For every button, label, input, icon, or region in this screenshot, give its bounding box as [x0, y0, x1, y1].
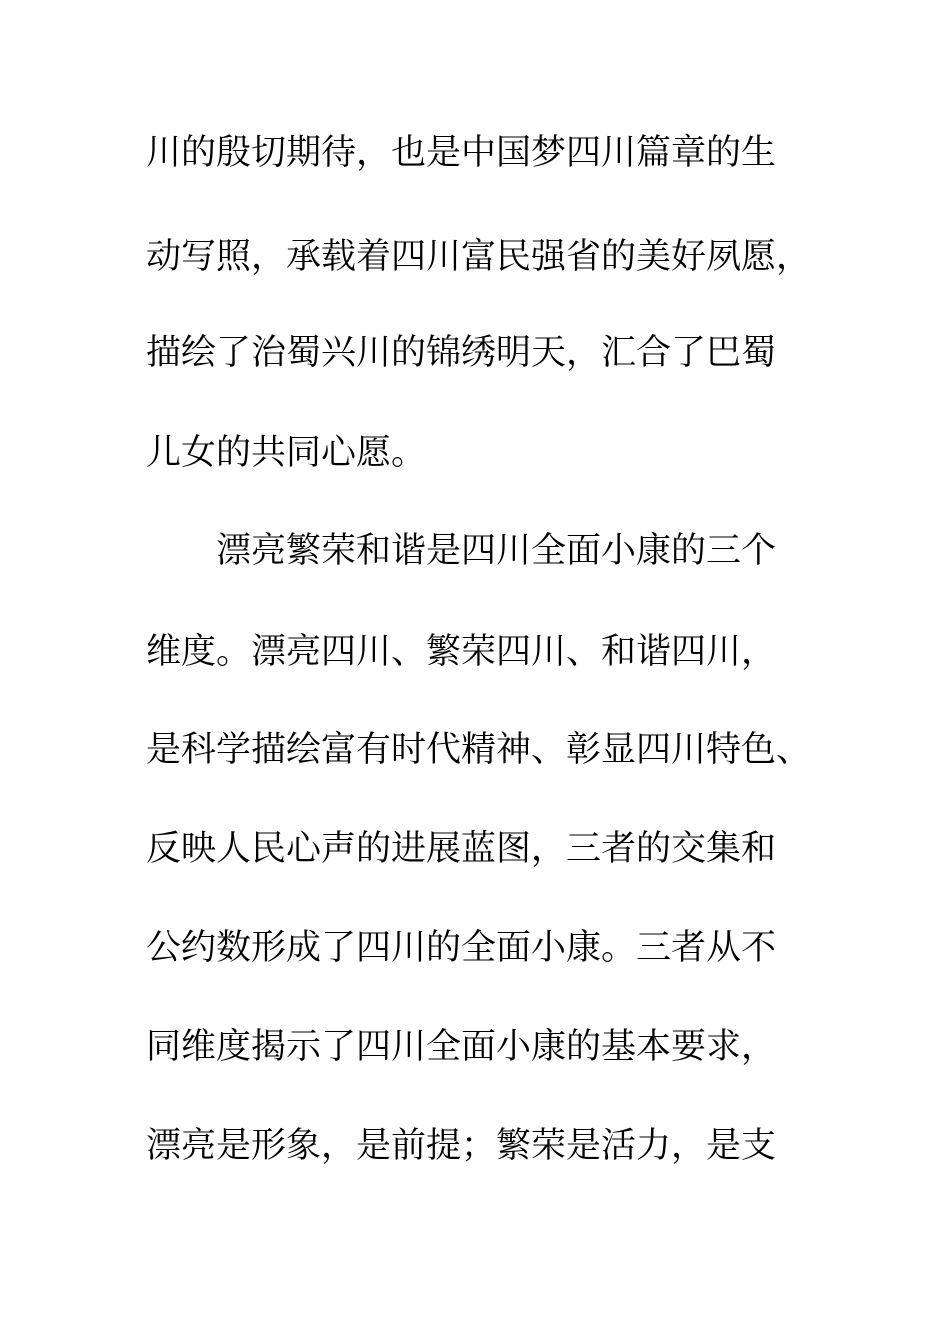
text-line-1: 川的殷切期待，也是中国梦四川篇章的生 — [146, 133, 777, 173]
text-line-4: 儿女的共同心愿。 — [146, 433, 427, 473]
text-line-10: 同维度揭示了四川全面小康的基本要求， — [146, 1027, 777, 1067]
text-line-8: 反映人民心声的进展蓝图，三者的交集和 — [146, 829, 777, 869]
text-line-2: 动写照，承载着四川富民强省的美好夙愿， — [146, 237, 812, 277]
text-line-7: 是科学描绘富有时代精神、彰显四川特色、 — [146, 730, 812, 770]
text-line-6: 维度。漂亮四川、繁荣四川、和谐四川， — [146, 632, 777, 672]
text-line-11: 漂亮是形象，是前提；繁荣是活力，是支 — [146, 1126, 777, 1166]
text-line-9: 公约数形成了四川的全面小康。三者从不 — [146, 928, 777, 968]
paragraph-start-line: 漂亮繁荣和谐是四川全面小康的三个 — [216, 531, 777, 571]
text-line-3: 描绘了治蜀兴川的锦绣明天，汇合了巴蜀 — [146, 333, 777, 373]
